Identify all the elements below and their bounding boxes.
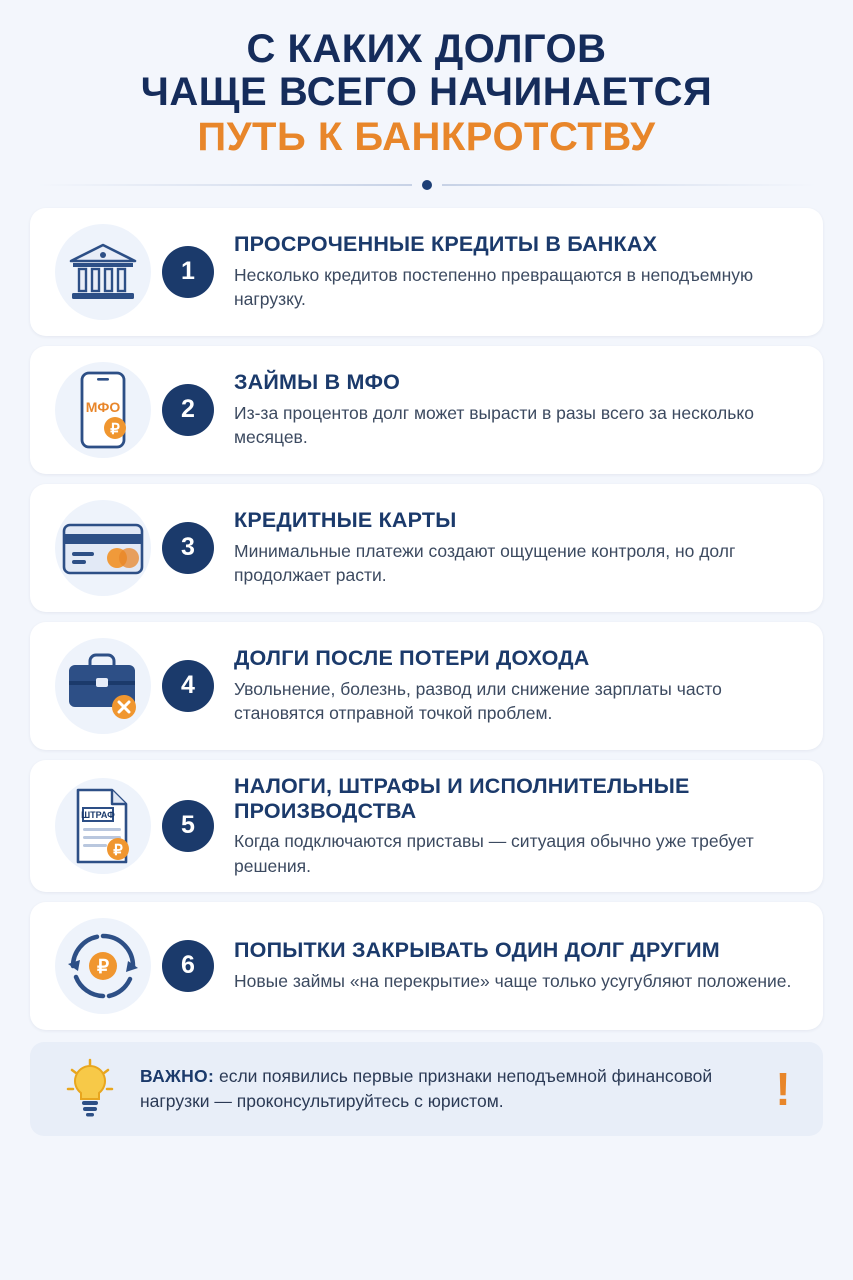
item-text <box>234 646 805 725</box>
item-number: 2 <box>162 384 214 436</box>
item-text <box>234 232 805 311</box>
svg-text:₽: ₽ <box>113 841 123 859</box>
list-item <box>30 346 823 474</box>
item-number: 6 <box>162 940 214 992</box>
list-item <box>30 208 823 336</box>
divider-line-left <box>37 184 412 186</box>
item-title: ПОПЫТКИ ЗАКРЫВАТЬ ОДИН ДОЛГ ДРУГИМ <box>234 938 720 963</box>
phone-mfo-label: МФО <box>85 398 121 415</box>
svg-text:₽: ₽ <box>96 956 110 978</box>
refresh-ruble-icon <box>64 927 142 1005</box>
item-icon-wrap <box>48 498 158 598</box>
exclamation-icon: ! <box>775 1062 791 1115</box>
item-title: ПРОСРОЧЕННЫЕ КРЕДИТЫ В БАНКАХ <box>234 231 658 256</box>
note-text <box>130 1064 763 1113</box>
phone-mfo-icon <box>74 370 132 450</box>
item-icon-wrap <box>48 360 158 460</box>
title-line-2: ЧАЩЕ ВСЕГО НАЧИНАЕТСЯ <box>140 70 713 115</box>
document-fine-icon <box>70 786 136 866</box>
item-number: 1 <box>162 246 214 298</box>
item-desc: Увольнение, болезнь, развод или снижение зарплаты часто становятся отправной точкой проблем. <box>234 678 722 724</box>
title-line-1: С КАКИХ ДОЛГОВ <box>246 27 607 71</box>
item-title: ЗАЙМЫ В МФО <box>234 369 401 394</box>
item-icon-wrap <box>48 636 158 736</box>
list-item <box>30 484 823 612</box>
note-icon-wrap <box>50 1058 130 1120</box>
item-text <box>234 370 805 449</box>
important-note <box>30 1042 823 1136</box>
item-title: ДОЛГИ ПОСЛЕ ПОТЕРИ ДОХОДА <box>234 645 590 670</box>
lightbulb-icon <box>64 1058 116 1120</box>
item-icon-wrap <box>48 776 158 876</box>
note-body: если появились первые признаки неподъемной финансовой нагрузки — проконсультируйтесь с юристом. <box>140 1066 713 1111</box>
item-desc: Минимальные платежи создают ощущение контроля, но долг продолжает расти. <box>234 540 736 586</box>
item-desc: Несколько кредитов постепенно превращаются в неподъемную нагрузку. <box>234 264 754 310</box>
item-desc: Когда подключаются приставы — ситуация обычно уже требует решения. <box>234 831 754 876</box>
svg-text:₽: ₽ <box>110 420 120 438</box>
item-title: НАЛОГИ, ШТРАФЫ И ИСПОЛНИТЕЛЬНЫЕ ПРОИЗВОДСТВА <box>234 773 690 823</box>
item-text <box>234 938 805 993</box>
note-label: ВАЖНО: <box>140 1066 215 1087</box>
item-number: 3 <box>162 522 214 574</box>
item-desc: Из-за процентов долг может вырасти в разы всего за несколько месяцев. <box>234 402 754 448</box>
briefcase-cross-icon <box>62 651 144 721</box>
item-text <box>234 774 805 878</box>
bank-icon <box>67 241 139 303</box>
item-icon-wrap <box>48 916 158 1016</box>
item-number: 4 <box>162 660 214 712</box>
items-list <box>30 208 823 1030</box>
item-icon-wrap <box>48 222 158 322</box>
title-line-3: ПУТЬ К БАНКРОТСТВУ <box>197 115 656 160</box>
credit-card-icon <box>61 519 145 577</box>
divider-line-right <box>442 184 817 186</box>
divider-dot <box>422 180 432 190</box>
item-desc: Новые займы «на перекрытие» чаще только усугубляют положение. <box>234 971 792 992</box>
page-header <box>30 28 823 160</box>
header-divider <box>37 180 817 190</box>
item-number: 5 <box>162 800 214 852</box>
document-fine-label: ШТРАФ <box>81 809 115 820</box>
list-item <box>30 622 823 750</box>
item-title: КРЕДИТНЫЕ КАРТЫ <box>234 507 457 532</box>
item-text <box>234 508 805 587</box>
list-item <box>30 902 823 1030</box>
list-item <box>30 760 823 892</box>
